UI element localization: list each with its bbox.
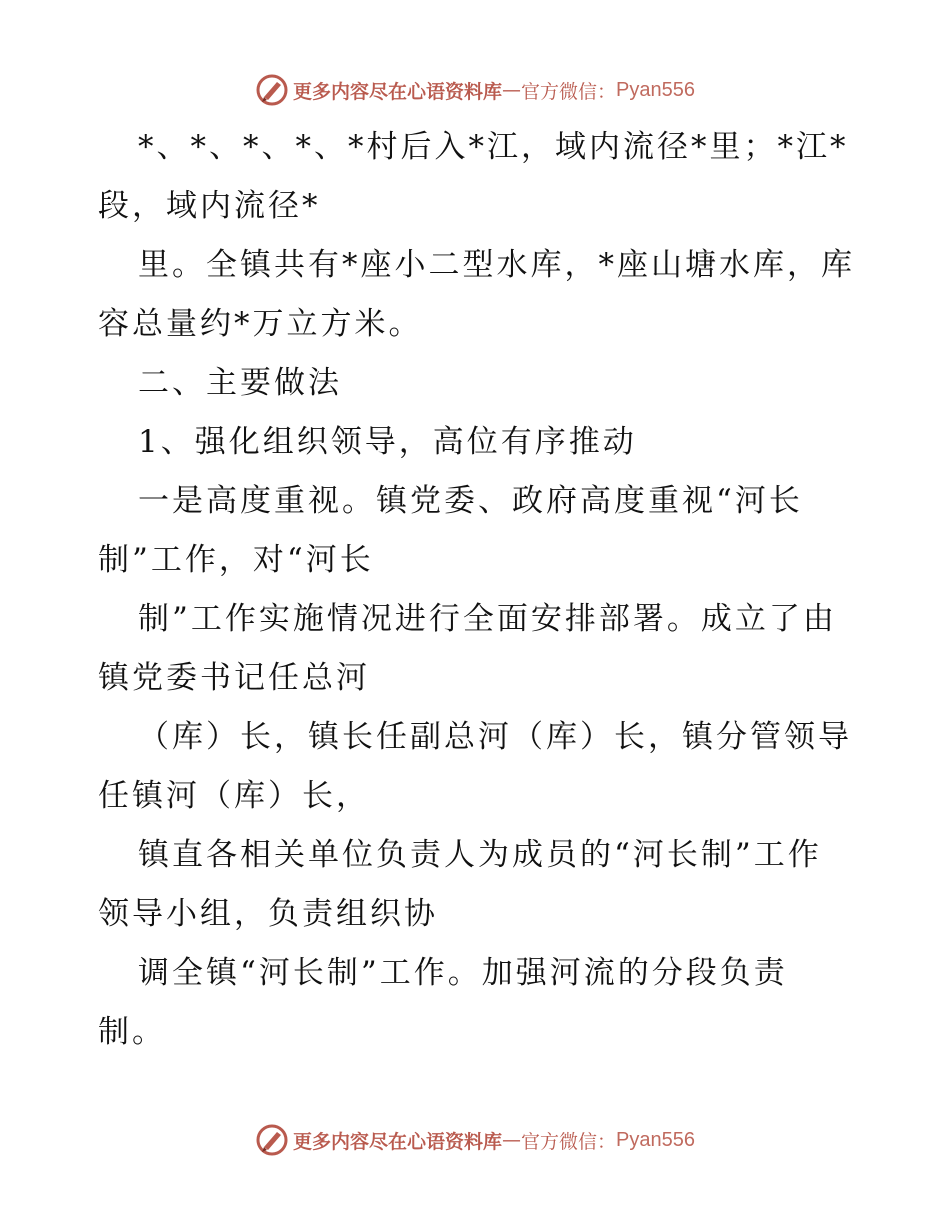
text-line: 领导小组，负责组织协 (98, 896, 438, 932)
subsection-heading: 1、强化组织领导，高位有序推动 (138, 424, 637, 460)
text-line: 段，域内流径* (98, 188, 321, 224)
section-heading: 二、主要做法 (138, 365, 342, 401)
banner-dash: — (502, 79, 522, 101)
text-line: 容总量约*万立方米。 (98, 306, 423, 342)
text-line: 制”工作，对“河长 (98, 542, 374, 578)
text-line: *、*、*、*、*村后入*江，域内流径*里；*江* (138, 129, 849, 165)
text-line: 制。 (98, 1014, 166, 1050)
text-line: （库）长，镇长任副总河（库）长，镇分管领导 (138, 719, 852, 755)
text-line: 镇党委书记任总河 (98, 660, 370, 696)
text-line: 调全镇“河长制”工作。加强河流的分段负责 (138, 955, 788, 991)
document-body (98, 118, 858, 1062)
text-line: 制”工作实施情况进行全面安排部署。成立了由 (138, 601, 837, 637)
banner-main-text: 更多内容尽在心语资料库 (293, 1130, 503, 1153)
footer-watermark-banner (0, 1120, 950, 1160)
text-line: 里。全镇共有*座小二型水库，*座山塘水库，库 (138, 247, 855, 283)
banner-wechat-label: 官方微信： (521, 1130, 617, 1153)
banner-dash: — (502, 1129, 522, 1151)
banner-wechat-id: Pyan556 (616, 1128, 695, 1151)
banner-main-text: 更多内容尽在心语资料库 (293, 80, 503, 103)
banner-wechat-id: Pyan556 (616, 78, 695, 101)
banner-wechat-label: 官方微信： (521, 80, 617, 103)
pen-circle-logo-icon (255, 73, 289, 107)
text-line: 一是高度重视。镇党委、政府高度重视“河长 (138, 483, 803, 519)
text-line: 任镇河（库）长， (98, 778, 370, 814)
pen-circle-logo-icon (255, 1123, 289, 1157)
text-line: 镇直各相关单位负责人为成员的“河长制”工作 (138, 837, 822, 873)
header-watermark-banner (0, 70, 950, 110)
